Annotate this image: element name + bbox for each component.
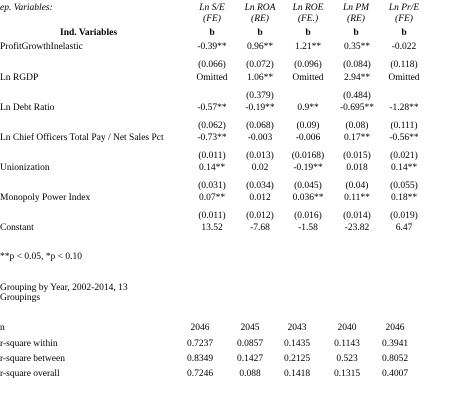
se-cell: (0.014) bbox=[343, 211, 371, 221]
stat-value: 0.1427 bbox=[236, 354, 264, 364]
coef-cell: -0.19** bbox=[293, 163, 323, 173]
stat-value: 0.523 bbox=[336, 354, 358, 364]
se-cell: (0.0168) bbox=[291, 151, 325, 161]
stat-value: 0.8349 bbox=[186, 354, 214, 364]
stat-value: 0.088 bbox=[239, 369, 261, 379]
stat-value: 0.4007 bbox=[381, 369, 409, 379]
stat-value: 0.3941 bbox=[381, 339, 409, 349]
se-cell: (0.066) bbox=[198, 60, 226, 70]
column-title: Ln S/E bbox=[199, 3, 225, 13]
se-cell: (0.118) bbox=[390, 60, 418, 70]
se-cell: (0.379) bbox=[246, 91, 274, 101]
se-cell: (0.045) bbox=[294, 181, 322, 191]
se-cell: (0.096) bbox=[294, 60, 322, 70]
se-cell: (0.062) bbox=[198, 121, 226, 131]
column-title: Ln PM bbox=[342, 3, 370, 13]
column-method: (FE) bbox=[203, 14, 221, 24]
stat-value: 0.7246 bbox=[186, 369, 214, 379]
stat-label: n bbox=[0, 323, 5, 333]
stat-value: 0.8052 bbox=[381, 354, 409, 364]
stat-value: 0.0857 bbox=[236, 339, 264, 349]
se-cell: (0.084) bbox=[343, 60, 371, 70]
se-cell: (0.011) bbox=[198, 211, 226, 221]
row-label: Monopoly Power Index bbox=[0, 193, 91, 203]
dep-variables-label: ep. Variables: bbox=[0, 3, 53, 13]
coef-cell: Omitted bbox=[388, 73, 420, 83]
row-label: ProfitGrowthInelastic bbox=[0, 42, 83, 52]
coef-cell: 6.47 bbox=[395, 223, 413, 233]
coef-cell: 0.96** bbox=[246, 42, 274, 52]
coef-cell: -0.006 bbox=[295, 133, 321, 143]
stat-value: 2046 bbox=[190, 323, 210, 333]
coef-cell: -0.022 bbox=[391, 42, 417, 52]
column-stat-label: b bbox=[305, 28, 311, 38]
stat-value: 0.1418 bbox=[283, 369, 311, 379]
se-cell: (0.012) bbox=[246, 211, 274, 221]
column-method: (FE) bbox=[395, 14, 413, 24]
coef-cell: Omitted bbox=[196, 73, 228, 83]
coef-cell: -0.57** bbox=[197, 103, 227, 113]
se-cell: (0.111) bbox=[390, 121, 418, 131]
se-cell: (0.068) bbox=[246, 121, 274, 131]
coef-cell: -0.19** bbox=[245, 103, 275, 113]
se-cell: (0.055) bbox=[390, 181, 418, 191]
se-cell: (0.015) bbox=[343, 151, 371, 161]
stat-value: 0.1143 bbox=[334, 339, 360, 349]
stat-value: 0.1435 bbox=[283, 339, 311, 349]
coef-cell: 0.012 bbox=[249, 193, 271, 203]
row-label: Constant bbox=[0, 223, 34, 233]
coef-cell: 0.14** bbox=[390, 163, 418, 173]
se-cell: (0.016) bbox=[294, 211, 322, 221]
coef-cell: -0.56** bbox=[389, 133, 419, 143]
column-stat-label: b bbox=[257, 28, 263, 38]
se-cell: (0.031) bbox=[198, 181, 226, 191]
stat-value: 0.1315 bbox=[333, 369, 361, 379]
grouping-note-line2: Groupings bbox=[0, 293, 41, 303]
column-method: (RE) bbox=[251, 14, 269, 24]
row-label: Ln Chief Officers Total Pay / Net Sales Pct bbox=[0, 133, 164, 143]
stat-value: 2040 bbox=[337, 323, 357, 333]
column-stat-label: b bbox=[353, 28, 359, 38]
se-cell: (0.04) bbox=[345, 181, 369, 191]
column-title: Ln Pr/E bbox=[388, 3, 420, 13]
se-cell: (0.019) bbox=[390, 211, 418, 221]
stat-value: 2043 bbox=[287, 323, 307, 333]
se-cell: (0.011) bbox=[198, 151, 226, 161]
coef-cell: -1.58 bbox=[298, 223, 318, 233]
stat-value: 0.7237 bbox=[186, 339, 214, 349]
coef-cell: 0.018 bbox=[346, 163, 368, 173]
se-cell: (0.08) bbox=[345, 121, 369, 131]
coef-cell: -0.73** bbox=[197, 133, 227, 143]
coef-cell: -7.68 bbox=[250, 223, 270, 233]
coef-cell: 0.036** bbox=[292, 193, 324, 203]
ind-variables-label: Ind. Variables bbox=[60, 28, 118, 38]
stat-value: 2045 bbox=[240, 323, 260, 333]
coef-cell: 2.94** bbox=[343, 73, 371, 83]
coef-cell: 0.14** bbox=[198, 163, 226, 173]
row-label: Ln Debt Ratio bbox=[0, 103, 55, 113]
coef-cell: 0.02 bbox=[251, 163, 269, 173]
coef-cell: 0.11** bbox=[344, 193, 370, 203]
coef-cell: -0.003 bbox=[247, 133, 273, 143]
significance-note: **p < 0.05, *p < 0.10 bbox=[0, 252, 82, 262]
coef-cell: -1.28** bbox=[389, 103, 419, 113]
column-title: Ln ROA bbox=[244, 3, 276, 13]
coef-cell: -23.82 bbox=[344, 223, 370, 233]
coef-cell: 0.07** bbox=[198, 193, 226, 203]
se-cell: (0.021) bbox=[390, 151, 418, 161]
coef-cell: 0.9** bbox=[297, 103, 319, 113]
se-cell: (0.072) bbox=[246, 60, 274, 70]
coef-cell: 0.18** bbox=[390, 193, 418, 203]
column-method: (RE) bbox=[347, 14, 365, 24]
coef-cell: 0.17** bbox=[343, 133, 371, 143]
coef-cell: 13.52 bbox=[201, 223, 223, 233]
se-cell: (0.034) bbox=[246, 181, 274, 191]
coef-cell: 0.35** bbox=[343, 42, 371, 52]
coef-cell: 1.21** bbox=[294, 42, 322, 52]
coef-cell: Omitted bbox=[292, 73, 324, 83]
column-stat-label: b bbox=[209, 28, 215, 38]
stat-label: r-square between bbox=[0, 354, 65, 364]
column-stat-label: b bbox=[401, 28, 407, 38]
stat-value: 0.2125 bbox=[283, 354, 311, 364]
se-cell: (0.013) bbox=[246, 151, 274, 161]
se-cell: (0.484) bbox=[343, 91, 371, 101]
coef-cell: 1.06** bbox=[246, 73, 274, 83]
stat-value: 2046 bbox=[385, 323, 405, 333]
se-cell: (0.09) bbox=[296, 121, 320, 131]
coef-cell: -0.695** bbox=[339, 103, 375, 113]
column-method: (FE.) bbox=[297, 14, 319, 24]
column-title: Ln ROE bbox=[292, 3, 324, 13]
stat-label: r-square overall bbox=[0, 369, 60, 379]
coef-cell: -0.39** bbox=[197, 42, 227, 52]
grouping-note-line1: Grouping by Year, 2002-2014, 13 bbox=[0, 283, 128, 293]
row-label: Ln RGDP bbox=[0, 73, 39, 83]
stat-label: r-square within bbox=[0, 339, 58, 349]
row-label: Unionization bbox=[0, 163, 50, 173]
